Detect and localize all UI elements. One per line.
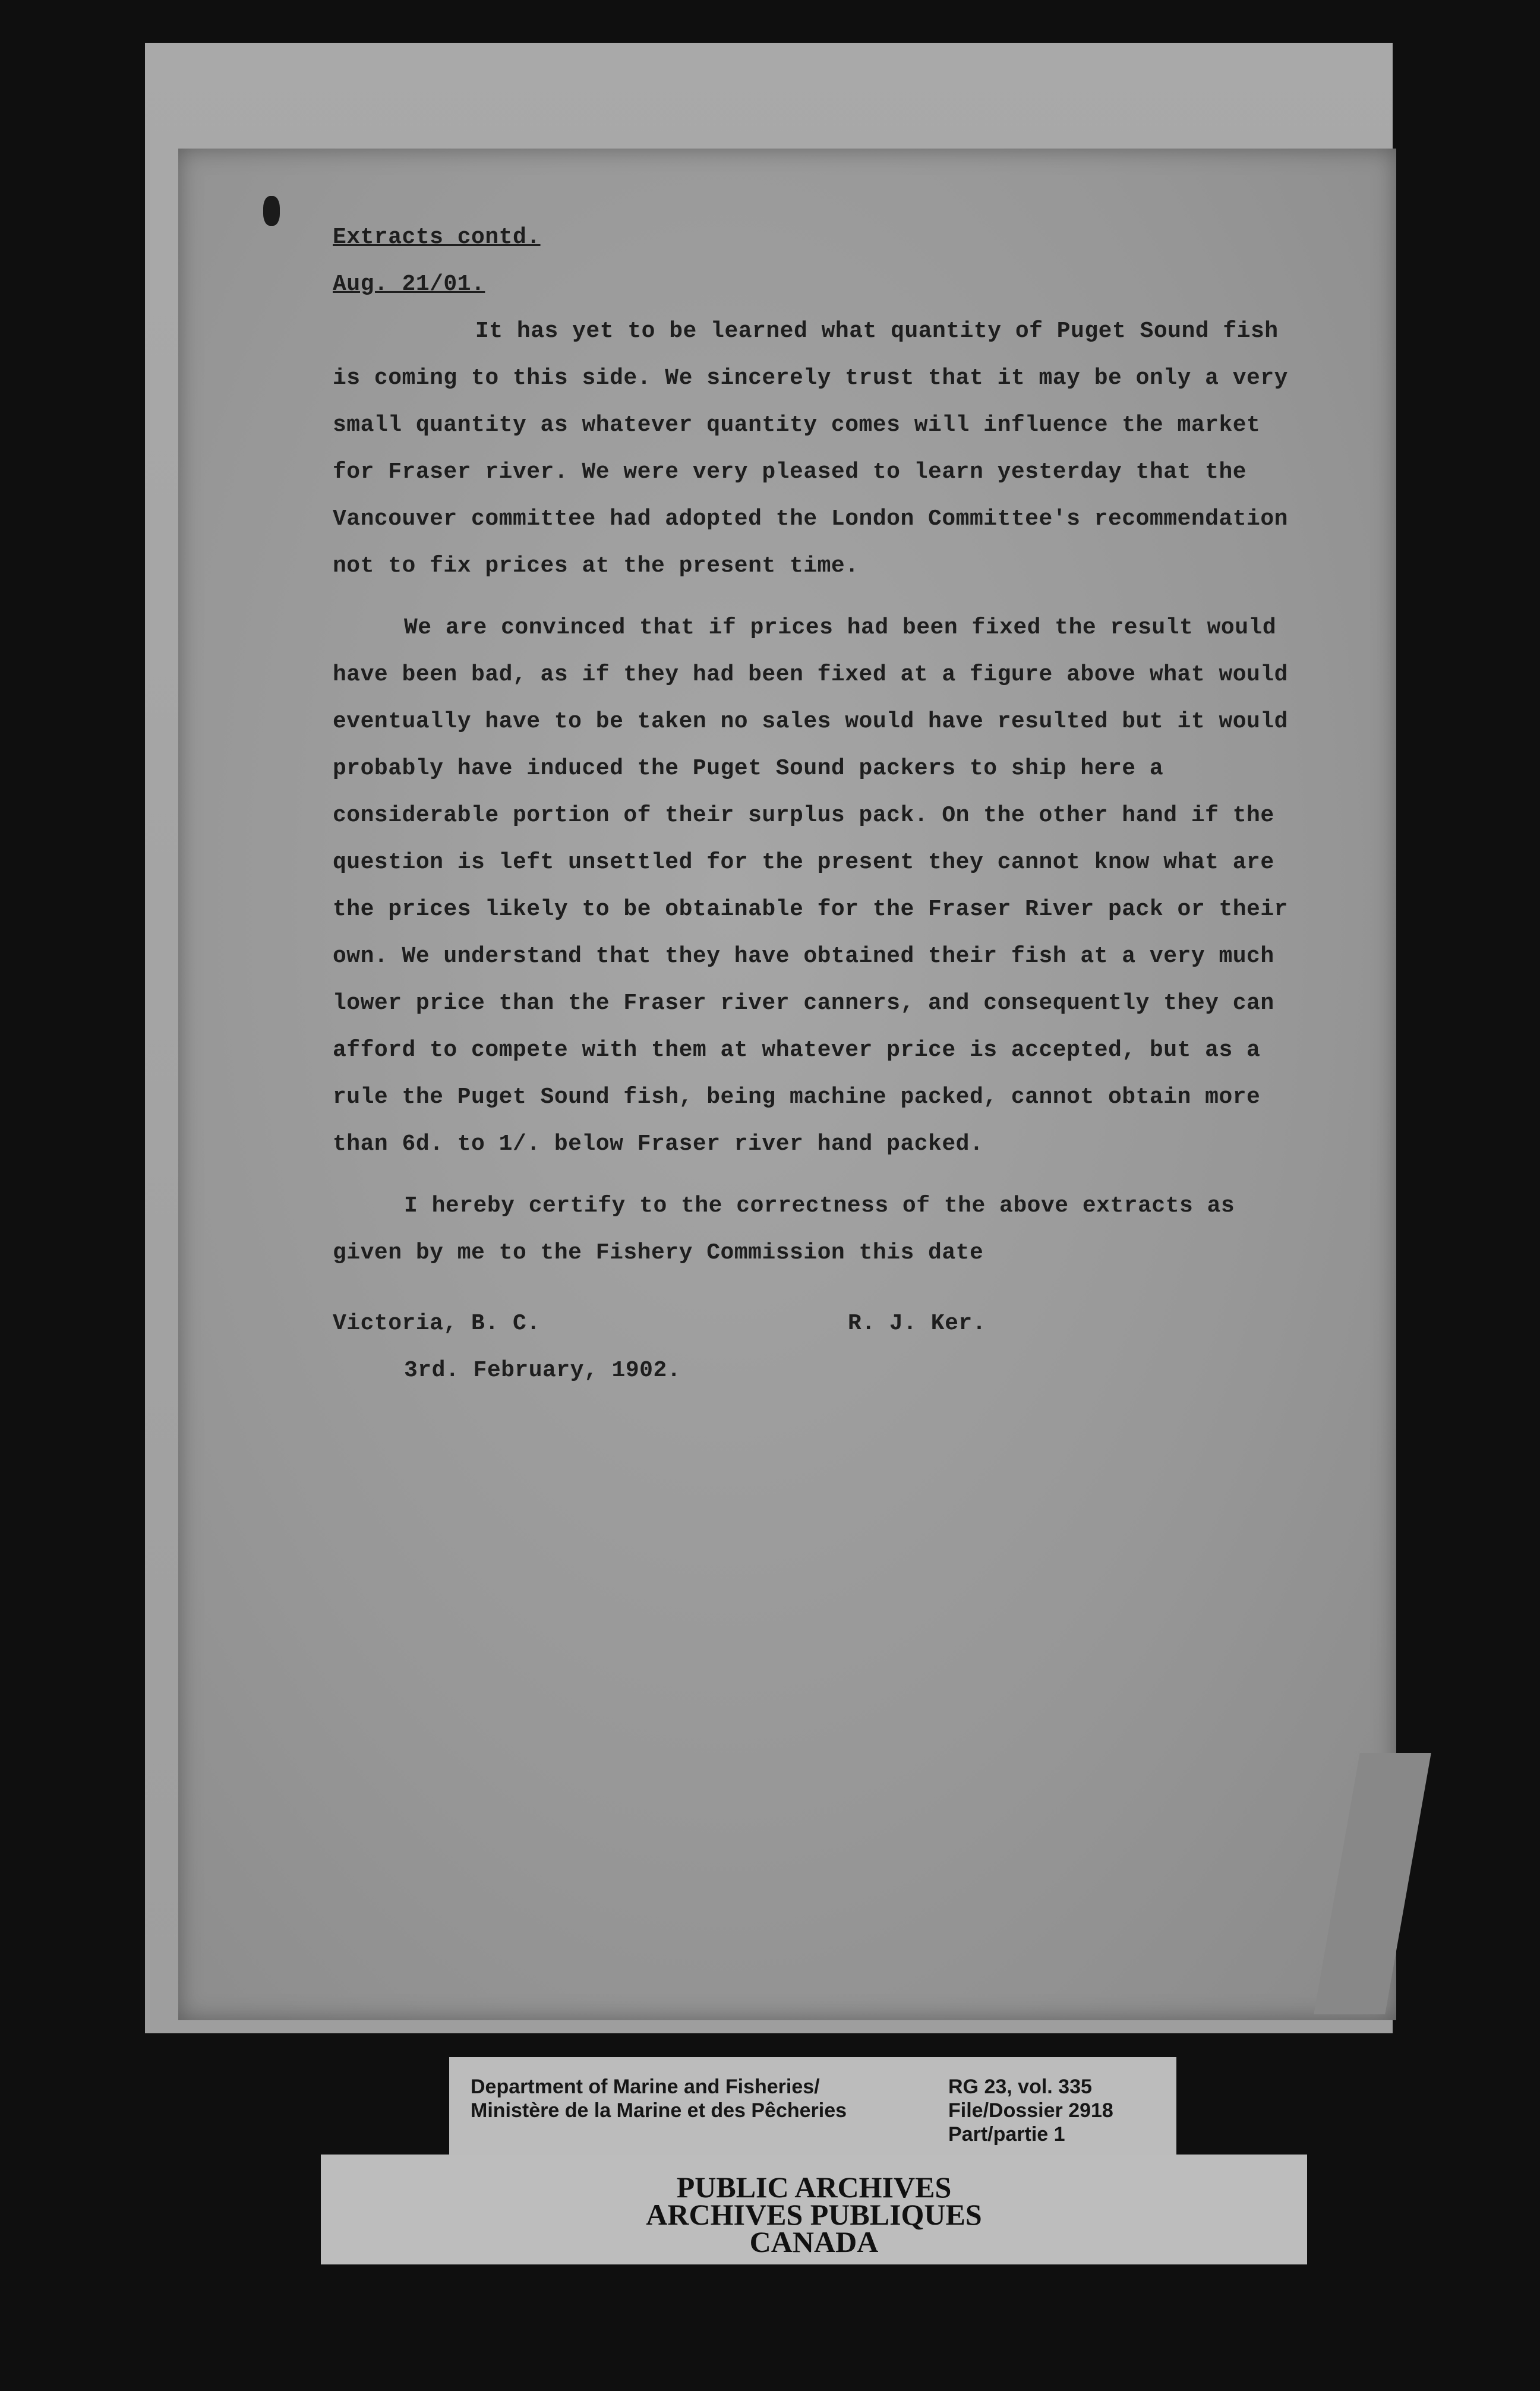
signature-row [333,1300,986,1347]
extract-date: Aug. 21/01. [333,272,485,297]
stamp-line-2: ARCHIVES PUBLIQUES [646,2198,982,2231]
typed-letter [333,214,1295,1394]
department-english: Department of Marine and Fisheries/ [471,2075,820,2098]
department-block [471,2075,847,2122]
signatory-name: R. J. Ker. [847,1311,986,1336]
stamp-line-3: CANADA [749,2225,879,2258]
stamp-line-1: PUBLIC ARCHIVES [676,2171,952,2204]
extract-heading: Extracts contd. [333,225,541,250]
signed-date: 3rd. February, 1902. [404,1358,681,1383]
part-number: Part/partie 1 [948,2123,1065,2146]
paragraph-1: It has yet to be learned what quantity of Puget Sound fish is coming to this side. We sincerely trust that it may be only a very small quantity as whatever quantity comes will influence the market for Fraser river. We were very pleased to learn yesterday that the Vancouver committee had adopted the London Committee's recommendation not to fix prices at the present time. [333,318,1288,579]
place-text: Victoria, B. C. [333,1311,541,1336]
paragraph-2: We are convinced that if prices had been fixed the result would have been bad, as if they had been fixed at a figure above what would eventually have to be taken no sales would have resulted but it would probably have induced the Puget Sound packers to ship here a considerable portion of their surplus pack. On the other hand if the question is left unsettled for the present they cannot know what are the prices likely to be obtainable for the Fraser River pack or their own. We understand that they have obtained their fish at a very much lower price than the Fraser river canners, and consequently they can afford to compete with them at whatever price is accepted, but as a rule the Puget Sound fish, being machine packed, cannot obtain more than 6d. to 1/. below Fraser river hand packed. [333,615,1288,1157]
file-number: File/Dossier 2918 [948,2099,1113,2122]
reference-block [948,2075,1113,2146]
department-french: Ministère de la Marine et des Pêcheries [471,2099,847,2122]
punch-hole-mark [263,196,280,226]
public-archives-stamp [321,2155,1307,2264]
record-group: RG 23, vol. 335 [948,2075,1092,2098]
certification-text: I hereby certify to the correctness of the above extracts as given by me to the Fishery Commission this date [333,1193,1235,1266]
